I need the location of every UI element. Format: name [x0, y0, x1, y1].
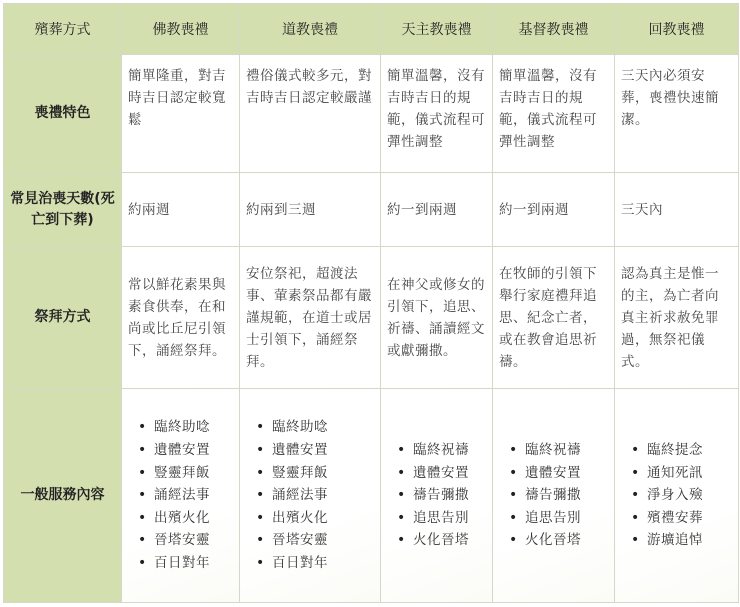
list-item: • 遺體安置	[154, 439, 233, 462]
list-item: • 禱告彌撒	[525, 484, 608, 507]
row-label: 常見治喪天數(死亡到下葬)	[4, 173, 122, 247]
header-cell: 天主教喪禮	[381, 4, 493, 55]
list-item: • 臨終助唸	[272, 416, 374, 439]
list-item: • 遺體安置	[525, 462, 608, 485]
table-row	[4, 389, 739, 603]
table-cell: 禮俗儀式較多元，對吉時吉日認定較嚴謹	[240, 55, 381, 173]
service-list	[499, 439, 608, 552]
service-list	[387, 439, 486, 552]
table-cell: 簡單隆重，對吉時吉日認定較寬鬆	[122, 55, 240, 173]
list-item: • 誦經法事	[272, 484, 374, 507]
header-cell: 道教喪禮	[240, 4, 381, 55]
list-item: • 臨終祝禱	[525, 439, 608, 462]
header-row	[4, 4, 739, 55]
table-row	[4, 247, 739, 389]
list-item: • 誦經法事	[154, 484, 233, 507]
table-row	[4, 173, 739, 247]
table-cell: 簡單溫馨，沒有吉時吉日的規範，儀式流程可彈性調整	[493, 55, 615, 173]
table-cell: 常以鮮花素果與素食供奉，在和尚或比丘尼引領下，誦經祭拜。	[122, 247, 240, 389]
service-list	[621, 439, 732, 552]
list-item: • 火化晉塔	[525, 529, 608, 552]
list-item: • 火化晉塔	[413, 529, 486, 552]
list-item: • 追思告別	[413, 507, 486, 530]
table-cell: 約兩週	[122, 173, 240, 247]
header-cell: 回教喪禮	[615, 4, 739, 55]
list-item: • 遺體安置	[413, 462, 486, 485]
table-cell: 三天內	[615, 173, 739, 247]
table-cell: 在牧師的引領下舉行家庭禮拜追思、紀念亡者，或在教會追思祈禱。	[493, 247, 615, 389]
service-list-cell	[381, 389, 493, 603]
header-cell: 基督教喪禮	[493, 4, 615, 55]
list-item: • 出殯火化	[154, 507, 233, 530]
list-item: • 豎靈拜飯	[154, 462, 233, 485]
header-cell: 佛教喪禮	[122, 4, 240, 55]
list-item: • 通知死訊	[647, 462, 732, 485]
list-item: • 豎靈拜飯	[272, 462, 374, 485]
list-item: • 臨終助唸	[154, 416, 233, 439]
table-cell: 約兩到三週	[240, 173, 381, 247]
list-item: • 百日對年	[272, 552, 374, 575]
table-cell: 約一到兩週	[381, 173, 493, 247]
header-cell: 殯葬方式	[4, 4, 122, 55]
list-item: • 遺體安置	[272, 439, 374, 462]
list-item: • 晉塔安靈	[154, 529, 233, 552]
row-label: 喪禮特色	[4, 55, 122, 173]
list-item: • 殯禮安葬	[647, 507, 732, 530]
service-list-cell	[122, 389, 240, 603]
service-list	[128, 416, 233, 574]
funeral-comparison-table	[3, 3, 739, 603]
table-cell: 三天內必須安葬，喪禮快速簡潔。	[615, 55, 739, 173]
service-list-cell	[615, 389, 739, 603]
list-item: • 淨身入殮	[647, 484, 732, 507]
table-row	[4, 55, 739, 173]
table-cell: 安位祭祀，超渡法事、葷素祭品都有嚴謹規範，在道士或居士引領下，誦經祭拜。	[240, 247, 381, 389]
list-item: • 出殯火化	[272, 507, 374, 530]
list-item: • 晉塔安靈	[272, 529, 374, 552]
service-list	[246, 416, 374, 574]
table-cell: 簡單溫馨，沒有吉時吉日的規範，儀式流程可彈性調整	[381, 55, 493, 173]
list-item: • 禱告彌撒	[413, 484, 486, 507]
list-item: • 游壙追悼	[647, 529, 732, 552]
row-label: 一般服務內容	[4, 389, 122, 603]
row-label: 祭拜方式	[4, 247, 122, 389]
table-cell: 認為真主是惟一的主，為亡者向真主祈求赦免罪過，無祭祀儀式。	[615, 247, 739, 389]
list-item: • 臨終祝禱	[413, 439, 486, 462]
service-list-cell	[240, 389, 381, 603]
table-cell: 約一到兩週	[493, 173, 615, 247]
table-cell: 在神父或修女的引領下，追思、祈禱、誦讀經文或獻彌撒。	[381, 247, 493, 389]
list-item: • 臨終提念	[647, 439, 732, 462]
list-item: • 百日對年	[154, 552, 233, 575]
comparison-table-container	[3, 3, 738, 603]
service-list-cell	[493, 389, 615, 603]
list-item: • 追思告別	[525, 507, 608, 530]
